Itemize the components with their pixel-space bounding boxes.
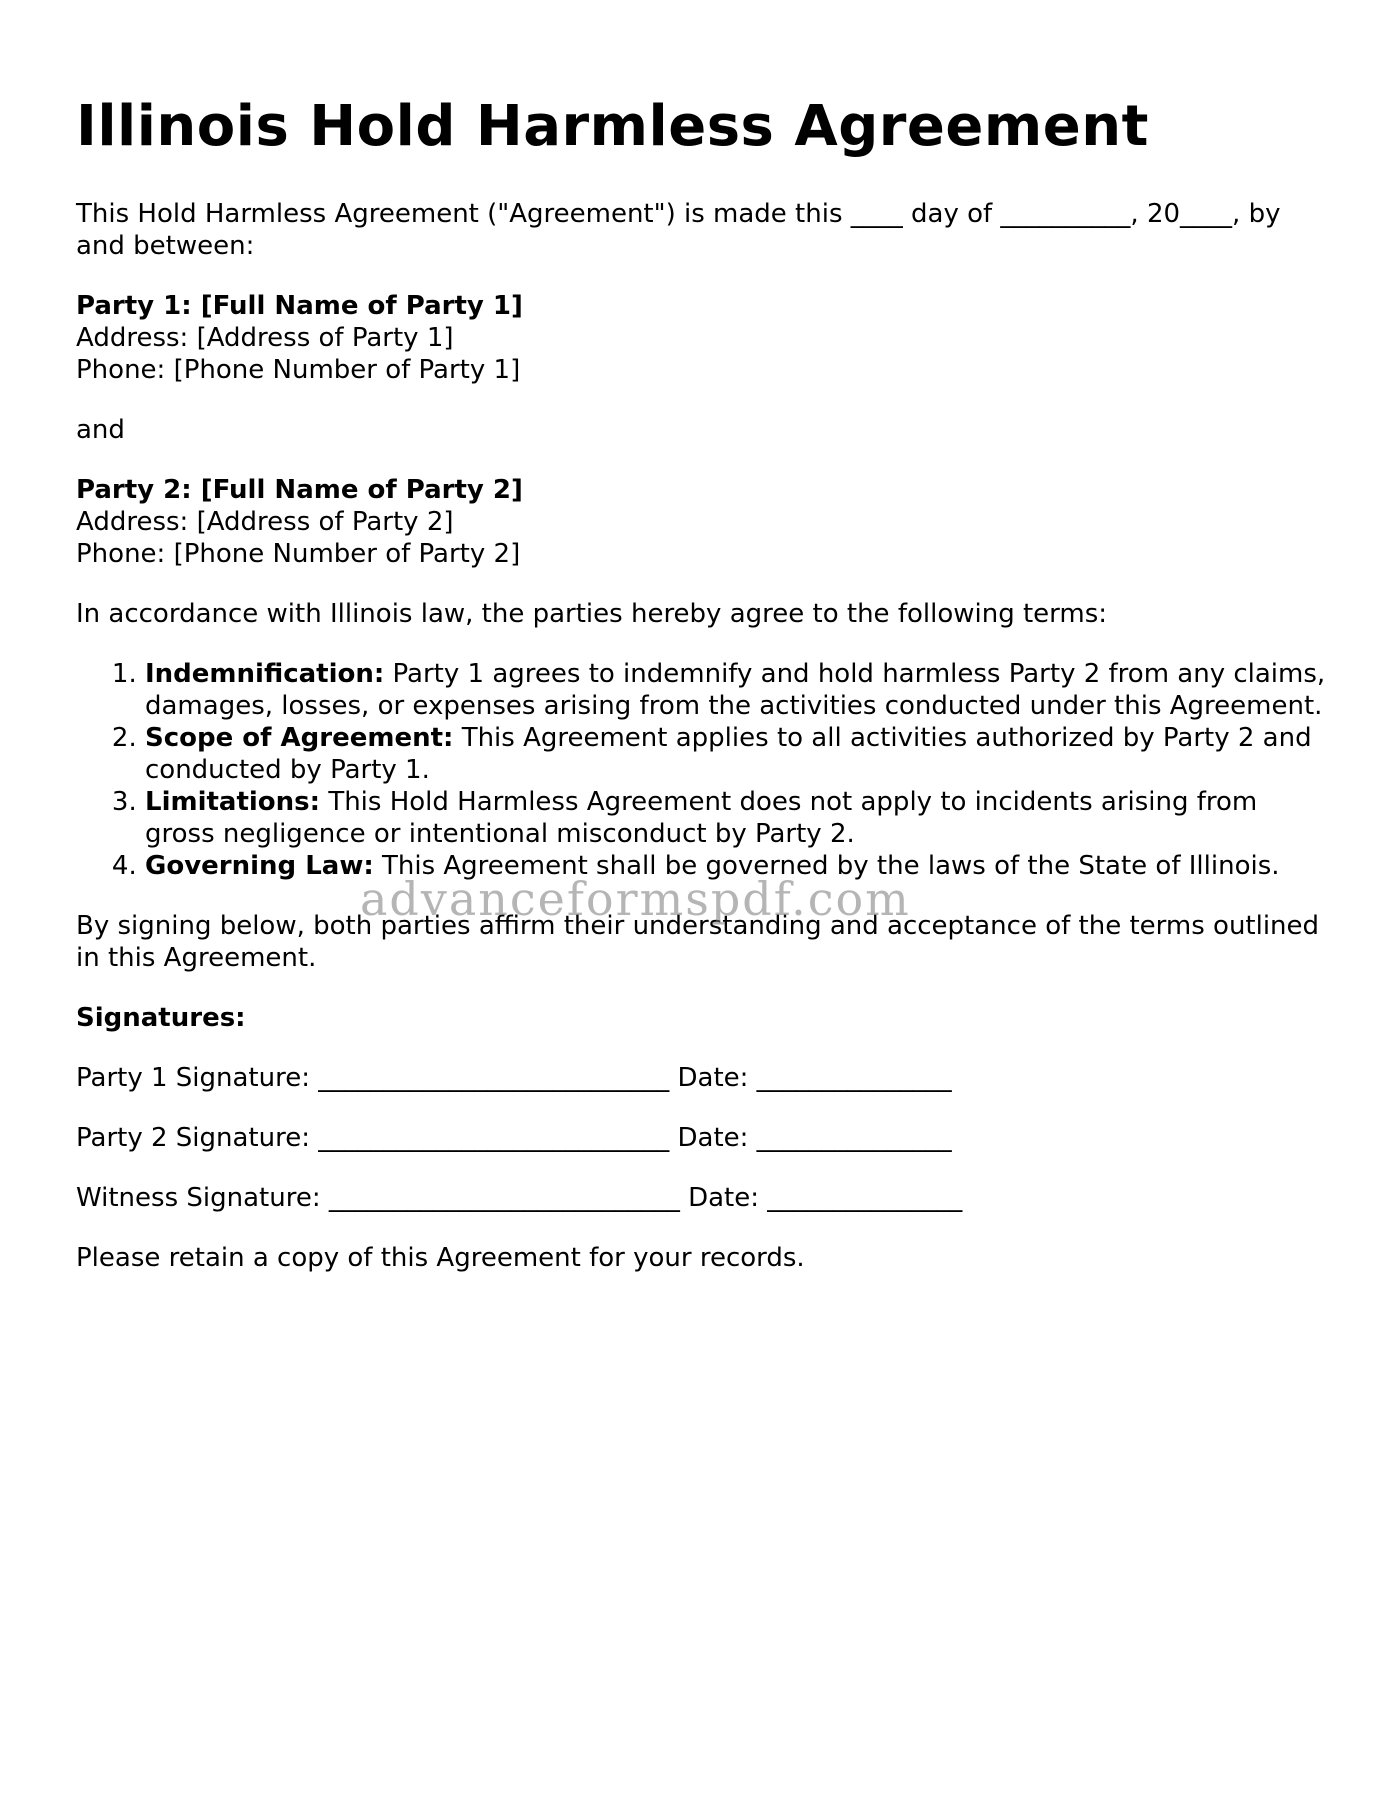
party-2-signature-line: Party 2 Signature: ___________________________ Date: _______________: [76, 1123, 952, 1153]
and-text: and: [76, 415, 125, 445]
witness-signature-line: Witness Signature: ___________________________ Date: _______________: [76, 1183, 963, 1213]
terms-intro: In accordance with Illinois law, the parties hereby agree to the following terms:: [76, 599, 1108, 629]
intro-paragraph: This Hold Harmless Agreement ("Agreement") is made this ____ day of __________, 20____, by and between:: [76, 199, 1281, 261]
term-heading: Indemnification:: [145, 659, 385, 689]
term-heading: Limitations:: [145, 787, 321, 817]
party-1-signature-line: Party 1 Signature: ___________________________ Date: _______________: [76, 1063, 952, 1093]
signatures-heading: Signatures:: [76, 1003, 246, 1033]
party-1-block: [76, 290, 1326, 386]
party-2-block: [76, 474, 1326, 570]
term-heading: Scope of Agreement:: [145, 723, 454, 753]
party-1-phone: Phone: [Phone Number of Party 1]: [76, 355, 521, 385]
term-item: [145, 658, 1326, 722]
closing-note: Please retain a copy of this Agreement for your records.: [76, 1243, 805, 1273]
term-item: [145, 786, 1326, 850]
party-2-phone: Phone: [Phone Number of Party 2]: [76, 539, 521, 569]
affirmation-paragraph: By signing below, both parties affirm their understanding and acceptance of the terms outlined in this Agreement.: [76, 911, 1320, 973]
terms-list: [76, 658, 1326, 882]
term-text: This Agreement applies to all activities authorized by Party 2 and conducted by Party 1.: [145, 723, 1312, 785]
party-2-address: Address: [Address of Party 2]: [76, 507, 454, 537]
party-1-address: Address: [Address of Party 1]: [76, 323, 454, 353]
term-text: This Hold Harmless Agreement does not apply to incidents arising from gross negligence or intentional misconduct by Party 2.: [145, 787, 1258, 849]
document-page: [76, 92, 1326, 1302]
party-1-name: Party 1: [Full Name of Party 1]: [76, 291, 523, 321]
document-title: Illinois Hold Harmless Agreement: [76, 94, 1149, 159]
term-text: This Agreement shall be governed by the laws of the State of Illinois.: [382, 851, 1280, 881]
term-item: [145, 850, 1326, 882]
term-text: Party 1 agrees to indemnify and hold harmless Party 2 from any claims, damages, losses, or expenses arising from the activities conducted under this Agreement.: [145, 659, 1326, 721]
party-2-name: Party 2: [Full Name of Party 2]: [76, 475, 523, 505]
term-heading: Governing Law:: [145, 851, 374, 881]
watermark: advanceformspdf.com: [360, 872, 911, 926]
term-item: [145, 722, 1326, 786]
